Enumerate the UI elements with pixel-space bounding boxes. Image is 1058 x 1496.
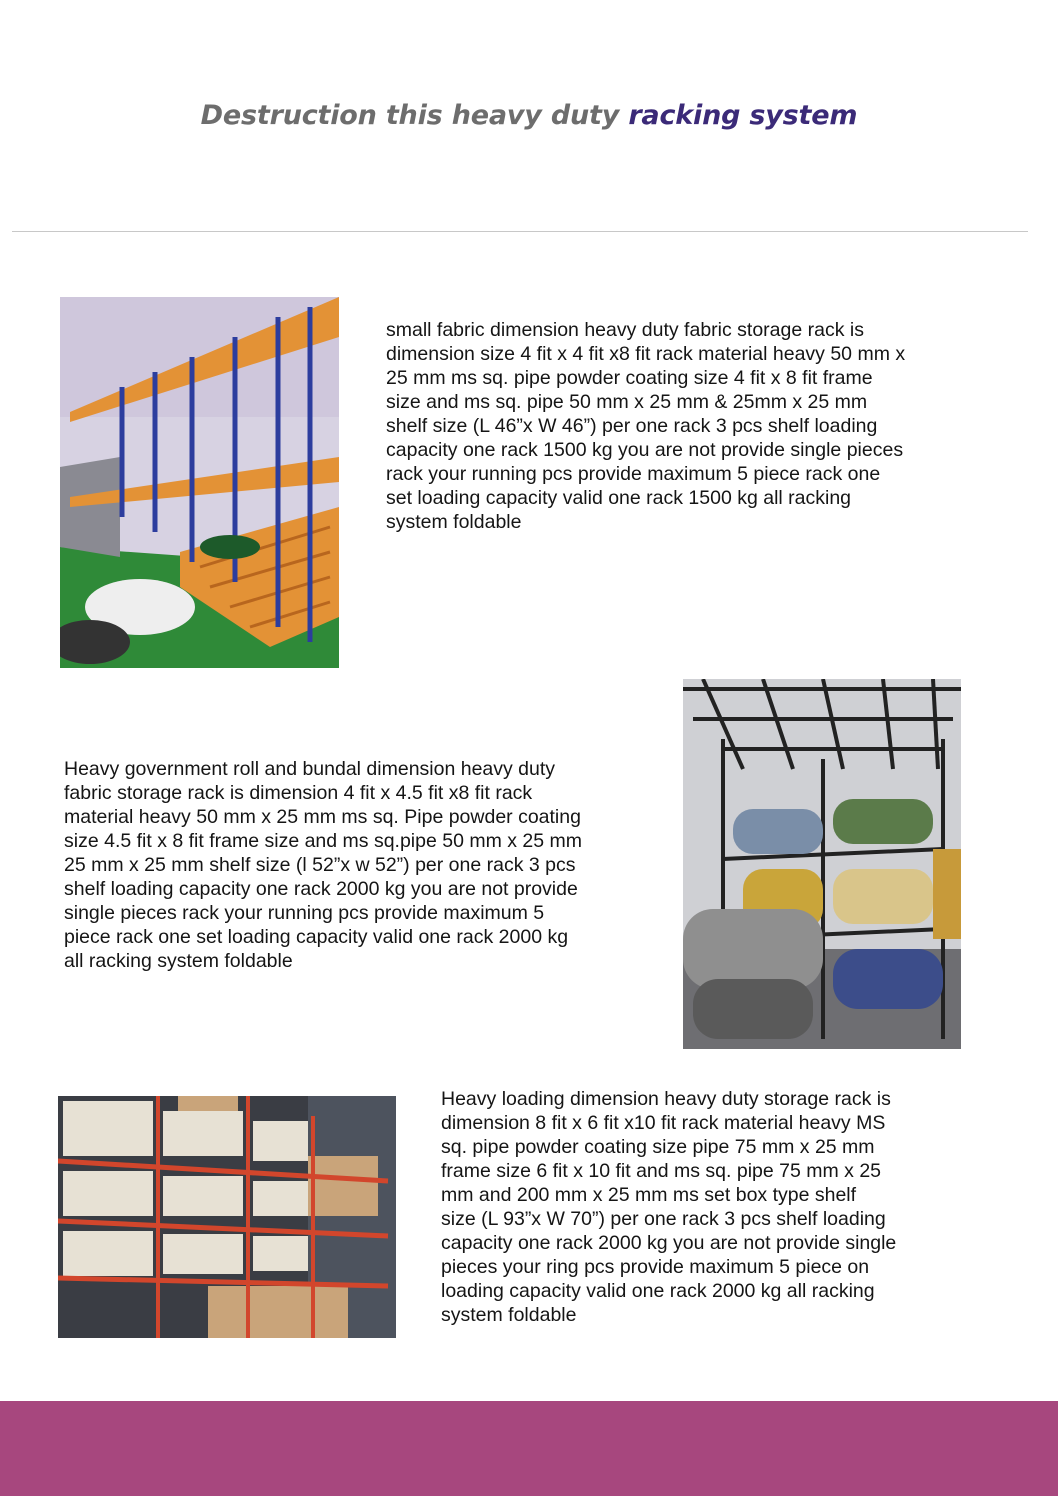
text-line: mm and 200 mm x 25 mm ms set box type shelf <box>441 1184 857 1206</box>
text-line: all racking system foldable <box>64 950 293 972</box>
text-line: rack your running pcs provide maximum 5 piece rack one <box>386 463 881 485</box>
text-line: size and ms sq. pipe 50 mm x 25 mm & 25mm x 25 mm <box>386 391 868 413</box>
black-rack-fabric-rolls-photo <box>683 679 961 1049</box>
page-title-part2: racking system <box>628 100 858 131</box>
text-line: size (L 93”x W 70”) per one rack 3 pcs shelf loading <box>441 1208 886 1230</box>
text-line: fabric storage rack is dimension 4 fit x 4.5 fit x8 fit rack <box>64 782 533 804</box>
text-line: material heavy 50 mm x 25 mm ms sq. Pipe powder coating <box>64 806 581 828</box>
section-2-description <box>64 757 582 973</box>
page-title <box>0 100 1058 131</box>
text-line: Heavy loading dimension heavy duty storage rack is <box>441 1088 891 1110</box>
text-line: system foldable <box>386 511 522 533</box>
text-line: system foldable <box>441 1304 577 1326</box>
page-title-part1: Destruction this heavy duty <box>200 100 629 131</box>
text-line: dimension 8 fit x 6 fit x10 fit rack material heavy MS <box>441 1112 886 1134</box>
text-line: 25 mm ms sq. pipe powder coating size 4 fit x 8 fit frame <box>386 367 873 389</box>
text-line: 25 mm x 25 mm shelf size (l 52”x w 52”) per one rack 3 pcs <box>64 854 576 876</box>
text-line: shelf loading capacity one rack 2000 kg you are not provide <box>64 878 578 900</box>
text-line: capacity one rack 2000 kg you are not provide single <box>441 1232 897 1254</box>
text-line: shelf size (L 46”x W 46”) per one rack 3 pcs shelf loading <box>386 415 878 437</box>
text-line: small fabric dimension heavy duty fabric storage rack is <box>386 319 864 341</box>
text-line: sq. pipe powder coating size pipe 75 mm x 25 mm <box>441 1136 875 1158</box>
text-line: set loading capacity valid one rack 1500 kg all racking <box>386 487 852 509</box>
section-1-description <box>386 318 905 534</box>
text-line: Heavy government roll and bundal dimension heavy duty <box>64 758 556 780</box>
text-line: pieces your ring pcs provide maximum 5 piece on <box>441 1256 870 1278</box>
text-line: frame size 6 fit x 10 fit and ms sq. pipe 75 mm x 25 <box>441 1160 882 1182</box>
text-line: dimension size 4 fit x 4 fit x8 fit rack material heavy 50 mm x <box>386 343 906 365</box>
footer-band <box>0 1401 1058 1496</box>
warehouse-pallet-rack-photo <box>58 1096 396 1338</box>
title-divider <box>12 231 1028 232</box>
orange-blue-fabric-rack-photo <box>60 297 339 668</box>
section-3-description <box>441 1087 896 1327</box>
text-line: capacity one rack 1500 kg you are not provide single pieces <box>386 439 904 461</box>
text-line: piece rack one set loading capacity valid one rack 2000 kg <box>64 926 569 948</box>
text-line: size 4.5 fit x 8 fit frame size and ms sq.pipe 50 mm x 25 mm <box>64 830 583 852</box>
text-line: loading capacity valid one rack 2000 kg all racking <box>441 1280 875 1302</box>
text-line: single pieces rack your running pcs provide maximum 5 <box>64 902 545 924</box>
